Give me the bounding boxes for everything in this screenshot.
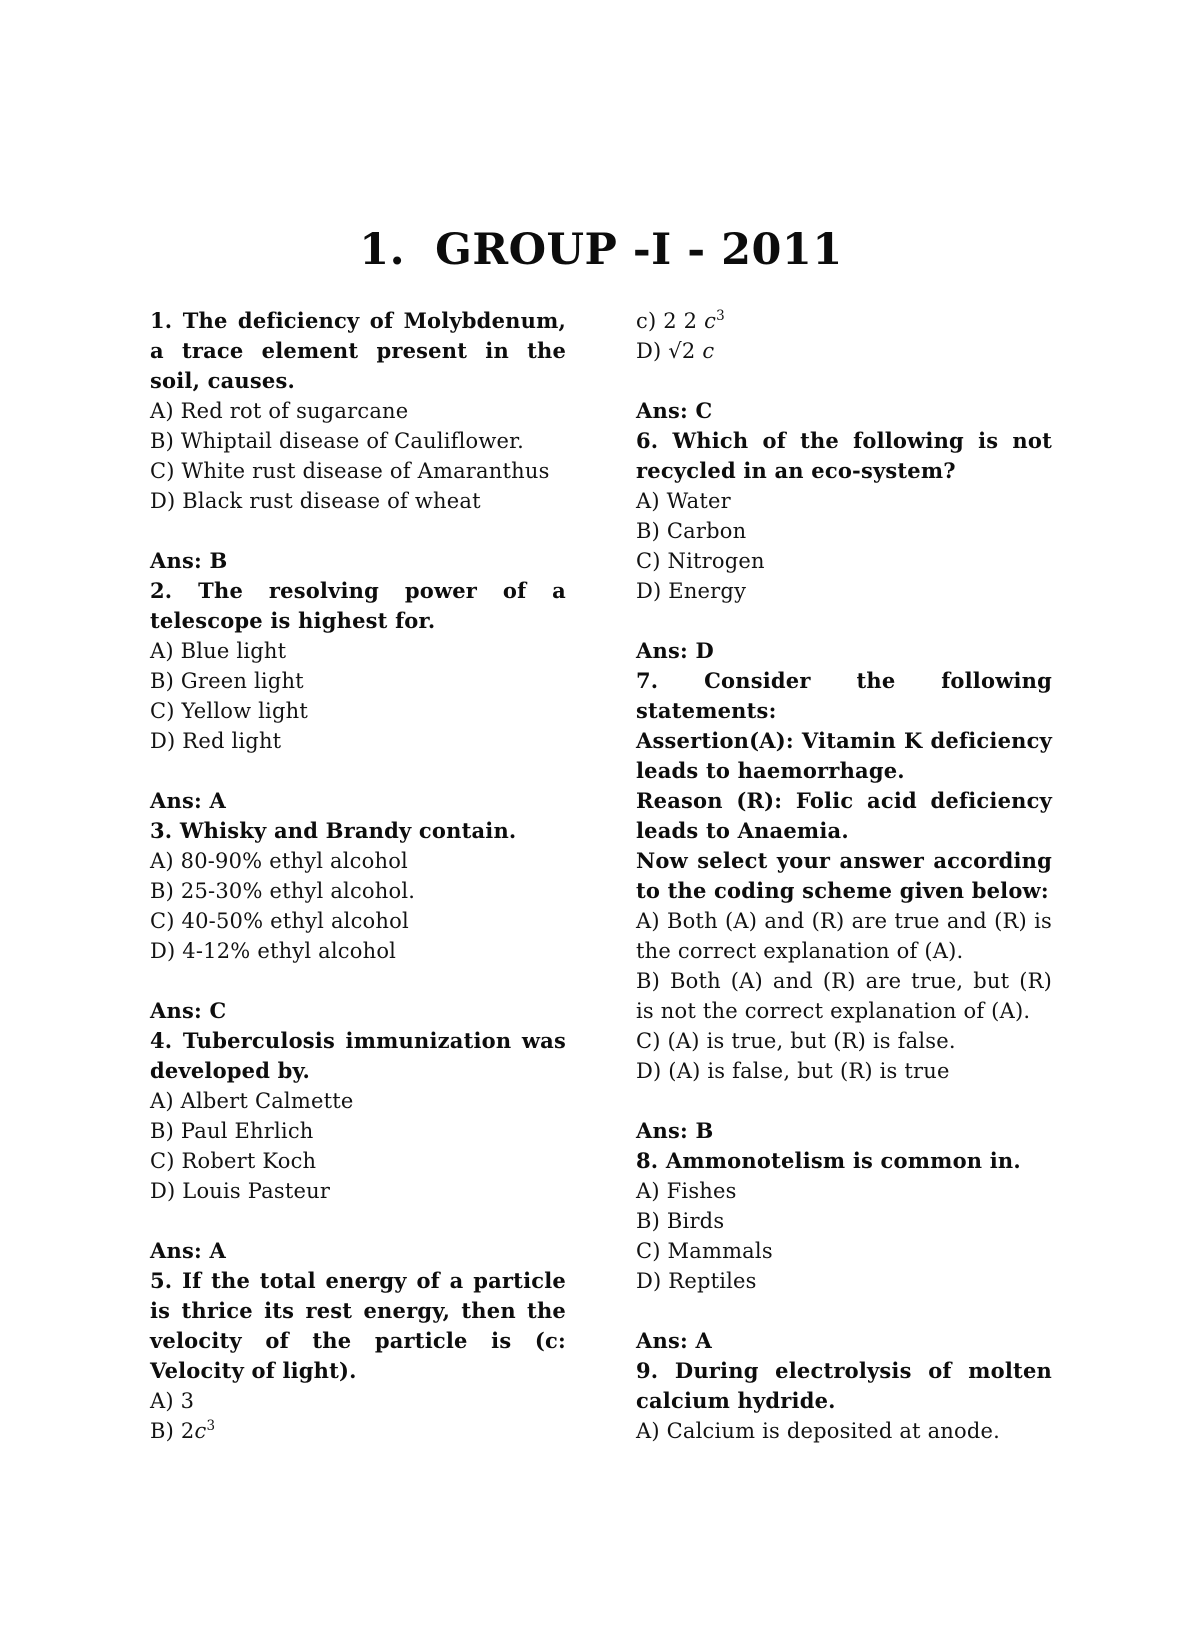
option-text xyxy=(636,546,1052,576)
text-run: 2. The resolving power of a telescope is highest for. xyxy=(150,578,566,633)
text-run: 6. Which of the following is not recycled in an eco-system? xyxy=(636,428,1052,483)
question-text xyxy=(150,306,566,396)
text-run: C) White rust disease of Amaranthus xyxy=(150,459,550,483)
option-text xyxy=(150,636,566,666)
question-text xyxy=(150,1266,566,1386)
question-text xyxy=(636,786,1052,846)
math-run-italic: c xyxy=(194,1419,207,1443)
option-text xyxy=(636,1266,1052,1296)
option-text xyxy=(636,906,1052,966)
text-run: Ans: A xyxy=(150,1238,226,1263)
text-run: B) 25-30% ethyl alcohol. xyxy=(150,879,416,903)
option-text xyxy=(636,516,1052,546)
text-run: A) 80-90% ethyl alcohol xyxy=(150,849,408,873)
option-text xyxy=(150,696,566,726)
page-title xyxy=(0,0,1202,282)
text-run: B) Carbon xyxy=(636,519,747,543)
text-run: Ans: D xyxy=(636,638,714,663)
text-run: C) Yellow light xyxy=(150,699,308,723)
answer-text xyxy=(150,1236,566,1266)
text-run: 8. Ammonotelism is common in. xyxy=(636,1148,1021,1173)
option-text xyxy=(636,336,1052,366)
option-text xyxy=(150,1146,566,1176)
option-text xyxy=(150,1116,566,1146)
column-right xyxy=(636,306,1052,1446)
option-text xyxy=(636,576,1052,606)
answer-text xyxy=(150,546,566,576)
text-run: A) Albert Calmette xyxy=(150,1089,354,1113)
text-run: c) 2 2 xyxy=(636,309,705,333)
text-run: D) Red light xyxy=(150,729,282,753)
text-run: B) Whiptail disease of Cauliflower. xyxy=(150,429,524,453)
math-run-italic: c xyxy=(704,309,717,333)
option-text xyxy=(636,306,1052,336)
text-run: D) Louis Pasteur xyxy=(150,1179,331,1203)
text-run: A) Red rot of sugarcane xyxy=(150,399,409,423)
text-run: Assertion(A): Vitamin K deficiency leads to haemorrhage. xyxy=(636,728,1052,783)
text-run: D) (A) is false, but (R) is true xyxy=(636,1059,950,1083)
title-number: 1. xyxy=(359,225,406,275)
text-run: A) Fishes xyxy=(636,1179,737,1203)
option-text xyxy=(636,1416,1052,1446)
answer-text xyxy=(636,1116,1052,1146)
text-run: D) Reptiles xyxy=(636,1269,757,1293)
option-text xyxy=(150,876,566,906)
option-text xyxy=(636,486,1052,516)
option-text xyxy=(150,906,566,936)
text-run: 9. During electrolysis of molten calcium hydride. xyxy=(636,1358,1052,1413)
question-text xyxy=(150,816,566,846)
text-run: 3. Whisky and Brandy contain. xyxy=(150,818,517,843)
option-text xyxy=(150,486,566,516)
question-text xyxy=(636,1356,1052,1416)
text-run: D) √2 xyxy=(636,339,703,363)
option-text xyxy=(150,726,566,756)
text-run: 1. The deficiency of Molybdenum, a trace element present in the soil, causes. xyxy=(150,308,566,393)
text-run: Now select your answer according to the coding scheme given below: xyxy=(636,848,1052,903)
question-text xyxy=(636,846,1052,906)
text-run: B) Birds xyxy=(636,1209,725,1233)
option-text xyxy=(150,666,566,696)
text-run: C) Mammals xyxy=(636,1239,773,1263)
math-run-italic: c xyxy=(702,339,715,363)
answer-text xyxy=(636,636,1052,666)
text-run: C) Robert Koch xyxy=(150,1149,317,1173)
text-run: C) 40-50% ethyl alcohol xyxy=(150,909,409,933)
text-run: D) Energy xyxy=(636,579,747,603)
question-text xyxy=(150,1026,566,1086)
text-run: B) Paul Ehrlich xyxy=(150,1119,314,1143)
option-text xyxy=(150,1086,566,1116)
text-run: 7. Consider the following statements: xyxy=(636,668,1052,723)
answer-text xyxy=(636,1326,1052,1356)
option-text xyxy=(636,966,1052,1026)
option-text xyxy=(636,1236,1052,1266)
text-run: 5. If the total energy of a particle is thrice its rest energy, then the velocity of the particle is (c: Velocity of light). xyxy=(150,1268,566,1383)
option-text xyxy=(636,1026,1052,1056)
text-run: Ans: B xyxy=(150,548,228,573)
text-run: D) 4-12% ethyl alcohol xyxy=(150,939,397,963)
question-text xyxy=(636,1146,1052,1176)
text-run: A) Both (A) and (R) are true and (R) is the correct explanation of (A). xyxy=(636,909,1052,963)
answer-text xyxy=(150,996,566,1026)
option-text xyxy=(150,846,566,876)
option-text xyxy=(636,1176,1052,1206)
text-run: A) Blue light xyxy=(150,639,287,663)
text-run: B) Both (A) and (R) are true, but (R) is not the correct explanation of (A). xyxy=(636,969,1052,1023)
column-left xyxy=(150,306,566,1446)
text-run: A) 3 xyxy=(150,1389,195,1413)
text-run: Ans: A xyxy=(150,788,226,813)
text-run: Ans: A xyxy=(636,1328,712,1353)
text-run: Reason (R): Folic acid deficiency leads to Anaemia. xyxy=(636,788,1052,843)
text-run: B) 2 xyxy=(150,1419,195,1443)
title-text: GROUP -I - 2011 xyxy=(435,225,843,275)
option-text xyxy=(150,1176,566,1206)
text-run: Ans: B xyxy=(636,1118,714,1143)
answer-text xyxy=(150,786,566,816)
option-text xyxy=(636,1056,1052,1086)
option-text xyxy=(150,396,566,426)
text-run: A) Water xyxy=(636,489,731,513)
option-text xyxy=(150,1386,566,1416)
question-text xyxy=(636,426,1052,486)
text-run: D) Black rust disease of wheat xyxy=(150,489,481,513)
text-run: C) (A) is true, but (R) is false. xyxy=(636,1029,956,1053)
text-run: Ans: C xyxy=(150,998,227,1023)
text-run: 4. Tuberculosis immunization was developed by. xyxy=(150,1028,566,1083)
two-column-layout xyxy=(0,306,1202,1446)
math-run-sup: 3 xyxy=(206,1418,216,1434)
text-run: B) Green light xyxy=(150,669,304,693)
option-text xyxy=(150,936,566,966)
math-run-sup: 3 xyxy=(716,308,725,324)
text-run: C) Nitrogen xyxy=(636,549,765,573)
option-text xyxy=(150,426,566,456)
question-text xyxy=(150,576,566,636)
text-run: A) Calcium is deposited at anode. xyxy=(636,1419,1000,1443)
option-text xyxy=(636,1206,1052,1236)
question-text xyxy=(636,726,1052,786)
answer-text xyxy=(636,396,1052,426)
question-text xyxy=(636,666,1052,726)
text-run: Ans: C xyxy=(636,398,713,423)
option-text xyxy=(150,1416,566,1446)
option-text xyxy=(150,456,566,486)
